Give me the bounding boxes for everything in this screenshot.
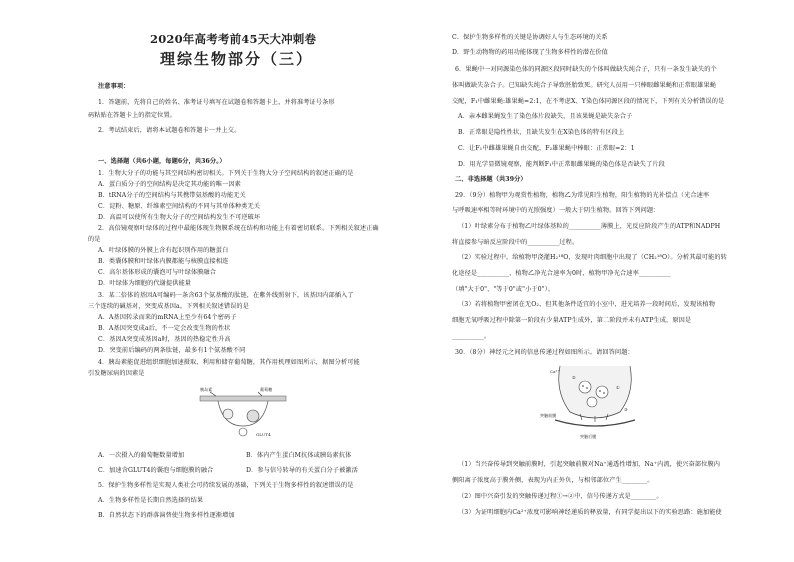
notice-item: 2．考试结束后，请将本试题卷和答题卡一并上交。: [98, 127, 241, 134]
q1-option: B．tRNA分子的空间结构与其携带氨基酸的功能无关: [98, 192, 246, 199]
q5-option: C．保护生物多样性的关键是协调好人与生态环境的关系: [452, 34, 608, 41]
q29-line: __________。: [452, 333, 491, 340]
q29-line: 化途径是__________，植物乙净光合速率为0时，植物甲净光合速率__________: [452, 270, 671, 277]
q6-line: 体叫做缺失杂合子。已知缺失纯合子导致胚胎致死。研究人员用一只棒眼雌果蝇和正常眼雄果蝇: [452, 82, 717, 89]
q29-line: （2）实验过程中，给植物甲浇灌H₂¹⁸O，发现叶肉细胞中出现了（CH₂¹⁸O）。分析其最可能的转: [458, 254, 727, 261]
q2-option: C．高尔基体形成的囊泡可与叶绿体膜融合: [98, 269, 217, 276]
q6-option: B．正常眼是隐性性状，且缺失发生在X染色体的特有区段上: [458, 129, 625, 136]
q2-option: A．叶绿体膜的外膜上含有起识别作用的糖蛋白: [98, 247, 229, 254]
q6-option: A．亲本雌果蝇发生了染色体片段缺失，且该果蝇是缺失杂合子: [458, 113, 633, 120]
synapse-figure: [540, 362, 650, 440]
q30-line: （1）当兴奋传导到突触前膜时，引起突触前膜对Na⁺通透性增加，Na⁺内流，使兴奋部位膜内: [458, 461, 721, 468]
q30-line: （2）图中兴奋引发的突触传递过程①→②中，信号传递方式是________。: [458, 493, 663, 500]
q29-line: 将直接参与暗反应阶段中的__________过程。: [452, 239, 579, 246]
q30-line: 30．（8分）神经元之间的信息传递过程如图所示。请回答问题：: [455, 349, 634, 356]
q29-line: 细胞无氧呼吸过程中除第一阶段有少量ATP生成外，第二阶段并未有ATP生成，原因是: [452, 317, 692, 324]
figure-label: 突触后膜: [580, 434, 597, 439]
figure-label: 突触前膜: [540, 413, 557, 418]
q6-line: 交配，F₁中雌果蝇:雄果蝇=2:1，在不考虑X、Y染色体同源区段的情况下，下列有关分析错误的是: [452, 98, 725, 105]
q6-line: 6．果蝇中一对同源染色体的同源区段同时缺失的个体叫做缺失纯合子，只有一条发生缺失的个: [455, 66, 717, 73]
q29-line: （3）若将植物甲密闭在无O₂、但其他条件适宜的小室中，进光培养一段时间后，发现该植物: [458, 301, 715, 308]
exam-title: 2020年高考考前45天大冲刺卷: [150, 32, 317, 46]
q1-line: 1．生物大分子的功能与其空间结构密切相关。下列关于生物大分子空间结构的叙述正确的是: [98, 170, 354, 177]
q2-option: B．类囊体膜和叶绿体内膜都能与核膜直接相连: [98, 258, 229, 265]
paper-title: 理综生物部分（三）: [160, 50, 314, 68]
q30-line: （3）为证明细胞内Ca²⁺浓度可影响神经递质的释放量，有同学提出以下的实验思路：施加能使: [458, 509, 722, 516]
q4-option: B．体内产生蛋白M抗体或胰岛素抗体: [246, 452, 352, 459]
q5-line: 5．保护生物多样性是实现人类社会可持续发展的基础，下列关于生物多样性的叙述错误的是: [98, 482, 354, 489]
q29-line: （1）叶绿素分布于植物乙叶绿体基粒的__________薄膜上，光反应阶段产生的ATP和NADPH: [458, 223, 721, 230]
figure-label: ①: [616, 385, 620, 390]
section1-heading: 一、选择题（共6小题，每题6分，共36分。）: [98, 158, 226, 165]
q4-line: 4．胰岛素能促进组织细胞加速摄取、利用和储存葡萄糖，其作用机理如图所示，据图分析可能: [98, 359, 360, 366]
figure-label: ③: [624, 407, 628, 412]
figure-label: 葡萄糖: [260, 387, 273, 392]
figure-label: Ca²⁺: [550, 369, 560, 374]
notice-item: 码粘贴在答题卡上的指定位置。: [88, 112, 177, 119]
q3-line: 三个连续的碱基对，突变成基因a。下列相关叙述错误的是: [88, 303, 249, 310]
figure-label: ②: [572, 375, 576, 380]
q3-line: 3．某二倍体的基因A可编码一条含63个氨基酸的肽链，在紫外线照射下，该基因内部插入了: [98, 292, 354, 299]
q2-line: 的是: [88, 236, 101, 243]
q4-line: 引发糖尿病的因素是: [88, 370, 145, 377]
section2-heading: 二、非选择题（共39分）: [455, 176, 527, 183]
figure-label: GLUT4: [256, 432, 271, 437]
q29-line: （填"大于0"、"等于0"或"小于0"）。: [452, 286, 555, 293]
q1-option: D．高温可以使所有生物大分子的空间结构发生不可逆破坏: [98, 214, 261, 221]
q2-line: 2．高倍镜观察叶绿体的过程中最能体现生物膜系统在结构和功能上有着密切联系。下列相关叙述正确: [98, 225, 379, 232]
insulin-mechanism-figure: [198, 386, 288, 442]
q4-option: D．参与信号转导的有关蛋白分子被激活: [246, 467, 358, 474]
figure-label: 胰岛素: [200, 387, 213, 392]
q30-line: 侧阳离子浓度高于膜外侧，表现为内正外负，与相邻部位产生________。: [452, 477, 654, 484]
q6-option: C．让F₁中雌雄果蝇自由交配，F₂雄果蝇中棒眼：正常眼=2：1: [458, 145, 635, 152]
q2-option: D．叶绿体为细胞的代谢提供能量: [98, 280, 192, 287]
q6-option: D．用光学显微镜观察，能判断F₁中正常眼雌果蝇的染色体是否缺失了片段: [458, 161, 665, 168]
q5-option: D．野生动物物的药用功能体现了生物多样性的潜在价值: [452, 49, 608, 56]
q5-option: B．自然状态下的群落演替使生物多样性逐渐增加: [98, 512, 235, 519]
q29-line: 29．（9分）植物甲为观赏性植物，植物乙为常见阳生植物，阳生植物的光补偿点（光合速率: [455, 192, 710, 199]
q4-option: C．加速含GLUT4的囊泡与细胞膜的融合: [98, 467, 214, 474]
q1-option: A．蛋白质分子的空间结构是决定其功能的唯一因素: [98, 181, 241, 188]
q1-option: C．淀粉、糖原、纤维素空间结构的不同与其单体种类无关: [98, 203, 261, 210]
q3-option: C．基因A突变成基因a时，基因的热稳定性升高: [98, 336, 231, 343]
q5-option: A．生物多样性是长期自然选择的结果: [98, 497, 204, 504]
q3-option: B．A基因突变成a后，不一定会改变生物的性状: [98, 325, 231, 332]
q3-option: D．突变前后编码的两条肽链，最多有1个氨基酸不同: [98, 347, 246, 354]
q29-line: 与呼吸速率相等时环境中的光照强度）一般大于阴生植物。回答下列问题：: [452, 207, 660, 214]
notice-item: 1．答题前，先将自己的姓名、准考证号填写在试题卷和答题卡上，并将准考证号条形: [98, 99, 335, 106]
notice-heading: 注意事项：: [98, 83, 130, 90]
q3-option: A．A基因转录而来的mRNA上至少有64个密码子: [98, 314, 237, 321]
q4-option: A．一次摄入的葡萄糖数量增加: [98, 452, 185, 459]
